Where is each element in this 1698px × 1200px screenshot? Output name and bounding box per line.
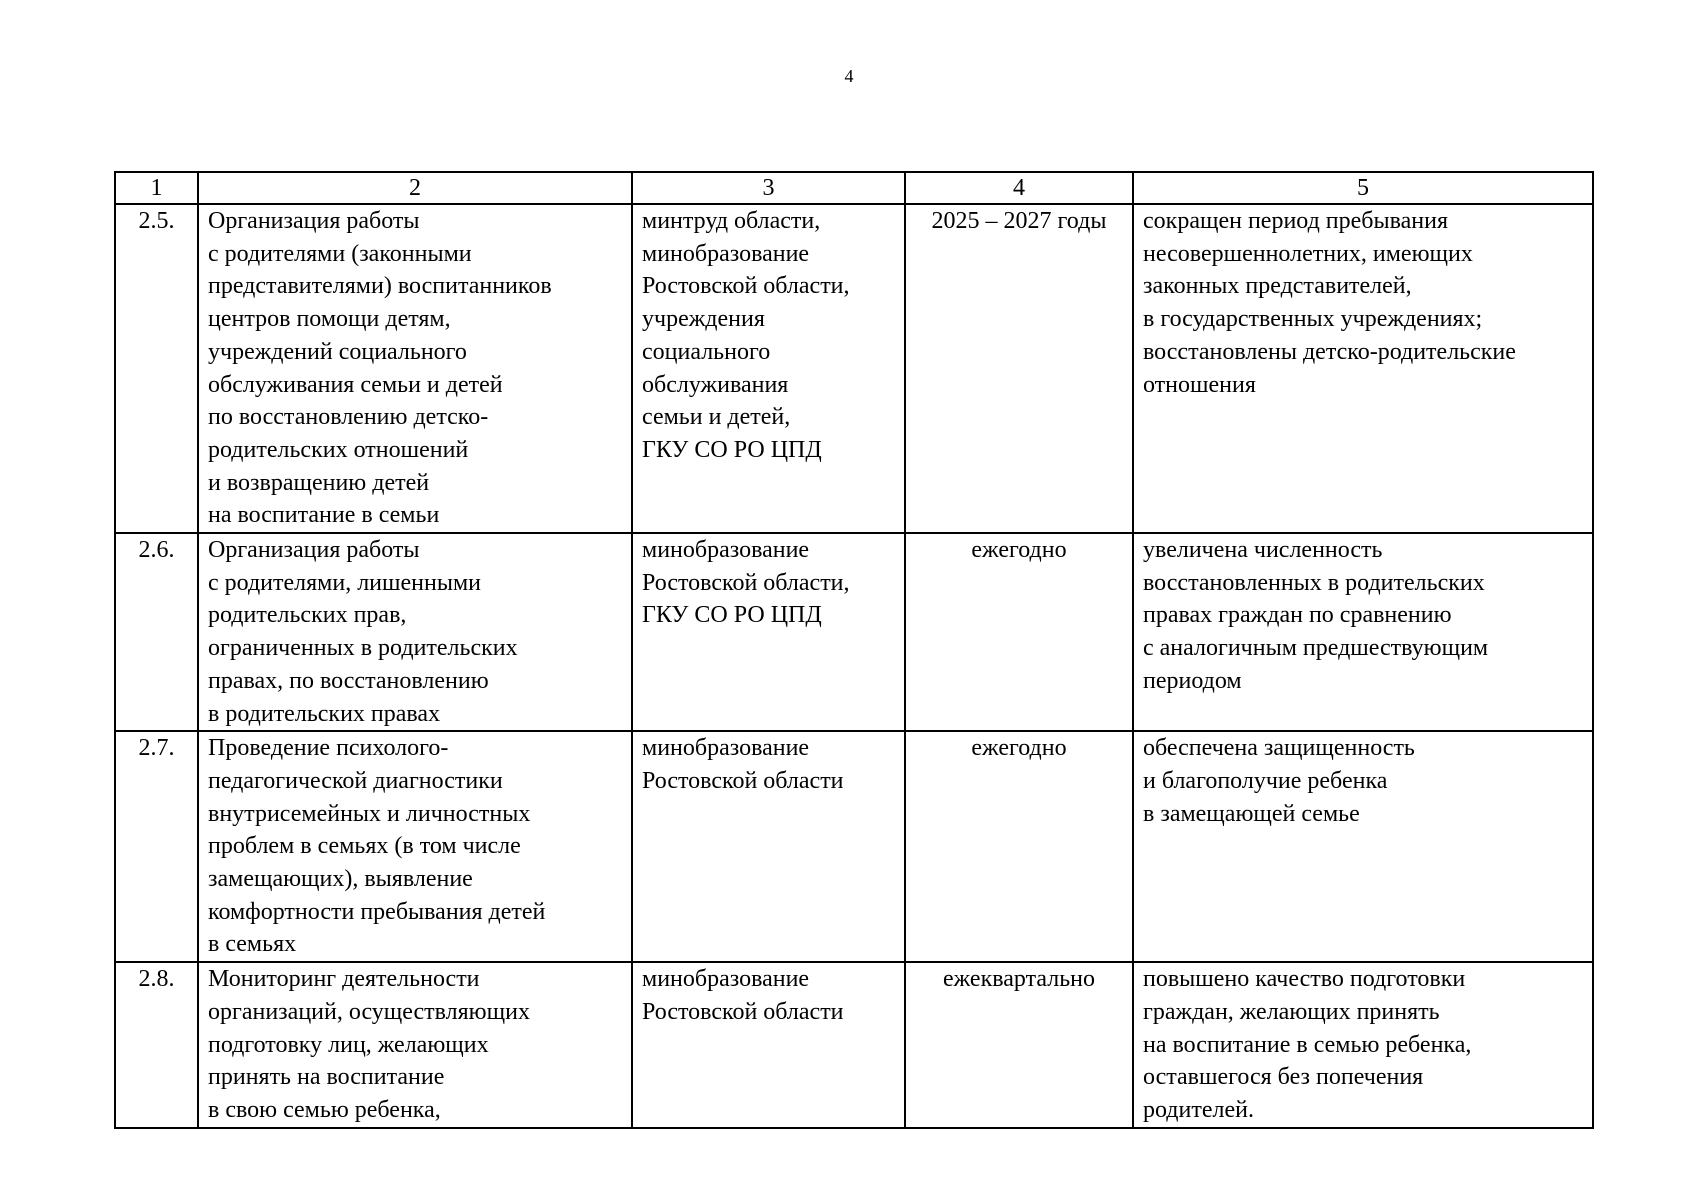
- cell-text-line: обслуживания семьи и детей: [208, 371, 503, 398]
- cell-text-line: ГКУ СО РО ЦПД: [642, 436, 822, 463]
- cell-text-line: с аналогичным предшествующим: [1143, 635, 1489, 662]
- cell-text-line: на воспитание в семьи: [208, 502, 440, 529]
- term-cell: [905, 204, 1133, 533]
- cell-text-line: ограниченных в родительских: [208, 635, 518, 662]
- action-cell: [198, 533, 632, 731]
- header-cell-1: 1: [115, 172, 198, 204]
- cell-text-line: ежегодно: [971, 735, 1067, 762]
- cell-text-line: в родительских правах: [208, 700, 441, 727]
- cell-text-line: с родителями, лишенными: [208, 569, 481, 596]
- cell-text-line: комфортности пребывания детей: [208, 898, 546, 925]
- page-number: 4: [844, 66, 854, 86]
- cell-text-line: законных представителей,: [1143, 273, 1412, 300]
- cell-text-line: Организация работы: [208, 208, 420, 234]
- action-cell: [198, 731, 632, 962]
- cell-text-line: представителями) воспитанников: [208, 273, 552, 300]
- cell-text-line: учреждений социального: [208, 338, 467, 365]
- table-row: [115, 204, 1593, 533]
- cell-text-line: Ростовской области: [642, 767, 844, 794]
- cell-text-line: ГКУ СО РО ЦПД: [642, 602, 822, 629]
- cell-text-line: подготовку лиц, желающих: [208, 1031, 489, 1058]
- cell-text-line: Организация работы: [208, 537, 420, 564]
- cell-text-line: педагогической диагностики: [208, 767, 503, 794]
- table-header-row: [115, 172, 1593, 204]
- cell-text-line: сокращен период пребывания: [1143, 208, 1449, 234]
- cell-text-line: повышено качество подготовки: [1143, 966, 1466, 993]
- cell-text-line: оставшегося без попечения: [1143, 1064, 1424, 1091]
- cell-text-line: восстановленных в родительских: [1143, 569, 1485, 596]
- cell-text-line: Ростовской области: [642, 998, 844, 1025]
- cell-text-line: отношения: [1143, 371, 1256, 398]
- executor-cell: [632, 533, 905, 731]
- cell-text-line: семьи и детей,: [642, 404, 791, 431]
- cell-text-line: центров помощи детям,: [208, 306, 451, 333]
- term-cell: [905, 962, 1133, 1128]
- header-cell-4: 4: [905, 172, 1133, 204]
- result-cell: [1133, 962, 1593, 1128]
- cell-text-line: минобразование: [642, 966, 810, 993]
- header-cell-3: 3: [632, 172, 905, 204]
- cell-text-line: Ростовской области,: [642, 273, 850, 300]
- cell-text-line: социального: [642, 338, 771, 365]
- cell-text-line: родительских прав,: [208, 602, 407, 629]
- cell-text-line: обеспечена защищенность: [1143, 735, 1415, 762]
- result-cell: [1133, 533, 1593, 731]
- cell-text-line: Мониторинг деятельности: [208, 966, 480, 993]
- cell-text-line: минобразование: [642, 735, 810, 762]
- cell-text-line: граждан, желающих принять: [1143, 998, 1440, 1025]
- cell-text-line: в свою семью ребенка,: [208, 1096, 441, 1123]
- header-cell-5: 5: [1133, 172, 1593, 204]
- cell-text-line: увеличена численность: [1143, 537, 1383, 564]
- cell-text-line: периодом: [1143, 667, 1242, 694]
- cell-text-line: и возвращению детей: [208, 469, 430, 496]
- cell-text-line: минобразование: [642, 240, 810, 267]
- cell-text-line: в государственных учреждениях;: [1143, 306, 1483, 333]
- action-cell: [198, 962, 632, 1128]
- cell-text-line: Ростовской области,: [642, 569, 850, 596]
- cell-text-line: минтруд области,: [642, 208, 821, 234]
- cell-text-line: несовершеннолетних, имеющих: [1143, 240, 1473, 267]
- cell-text-line: правах граждан по сравнению: [1143, 602, 1452, 629]
- cell-text-line: в семьях: [208, 931, 297, 958]
- cell-text-line: внутрисемейных и личностных: [208, 800, 531, 827]
- term-cell: [905, 533, 1133, 731]
- cell-text-line: восстановлены детско-родительские: [1143, 338, 1516, 365]
- cell-text-line: по восстановлению детско-: [208, 404, 489, 431]
- cell-text-line: ежеквартально: [943, 966, 1095, 993]
- cell-text-line: 2025 – 2027 годы: [931, 208, 1107, 234]
- row-number-cell: 2.8.: [115, 962, 198, 1128]
- cell-text-line: ежегодно: [971, 537, 1067, 564]
- cell-text-line: учреждения: [642, 306, 765, 333]
- table-row: [115, 533, 1593, 731]
- cell-text-line: Проведение психолого-: [208, 735, 449, 762]
- cell-text-line: родительских отношений: [208, 436, 469, 463]
- header-cell-2: 2: [198, 172, 632, 204]
- measures-table: [114, 171, 1594, 1129]
- cell-text-line: организаций, осуществляющих: [208, 998, 530, 1025]
- result-cell: [1133, 731, 1593, 962]
- row-number-cell: 2.6.: [115, 533, 198, 731]
- cell-text-line: родителей.: [1143, 1096, 1254, 1123]
- term-cell: [905, 731, 1133, 962]
- cell-text-line: проблем в семьях (в том числе: [208, 833, 521, 860]
- table-row: [115, 962, 1593, 1128]
- row-number-cell: 2.5.: [115, 204, 198, 533]
- table-row: [115, 731, 1593, 962]
- cell-text-line: с родителями (законными: [208, 240, 472, 267]
- action-cell: [198, 204, 632, 533]
- result-cell: [1133, 204, 1593, 533]
- executor-cell: [632, 962, 905, 1128]
- cell-text-line: замещающих), выявление: [208, 866, 473, 893]
- cell-text-line: на воспитание в семью ребенка,: [1143, 1031, 1472, 1058]
- cell-text-line: в замещающей семье: [1143, 800, 1360, 827]
- executor-cell: [632, 731, 905, 962]
- cell-text-line: и благополучие ребенка: [1143, 767, 1388, 794]
- cell-text-line: принять на воспитание: [208, 1064, 445, 1091]
- row-number-cell: 2.7.: [115, 731, 198, 962]
- cell-text-line: правах, по восстановлению: [208, 667, 489, 694]
- cell-text-line: обслуживания: [642, 371, 789, 398]
- executor-cell: [632, 204, 905, 533]
- cell-text-line: минобразование: [642, 537, 810, 564]
